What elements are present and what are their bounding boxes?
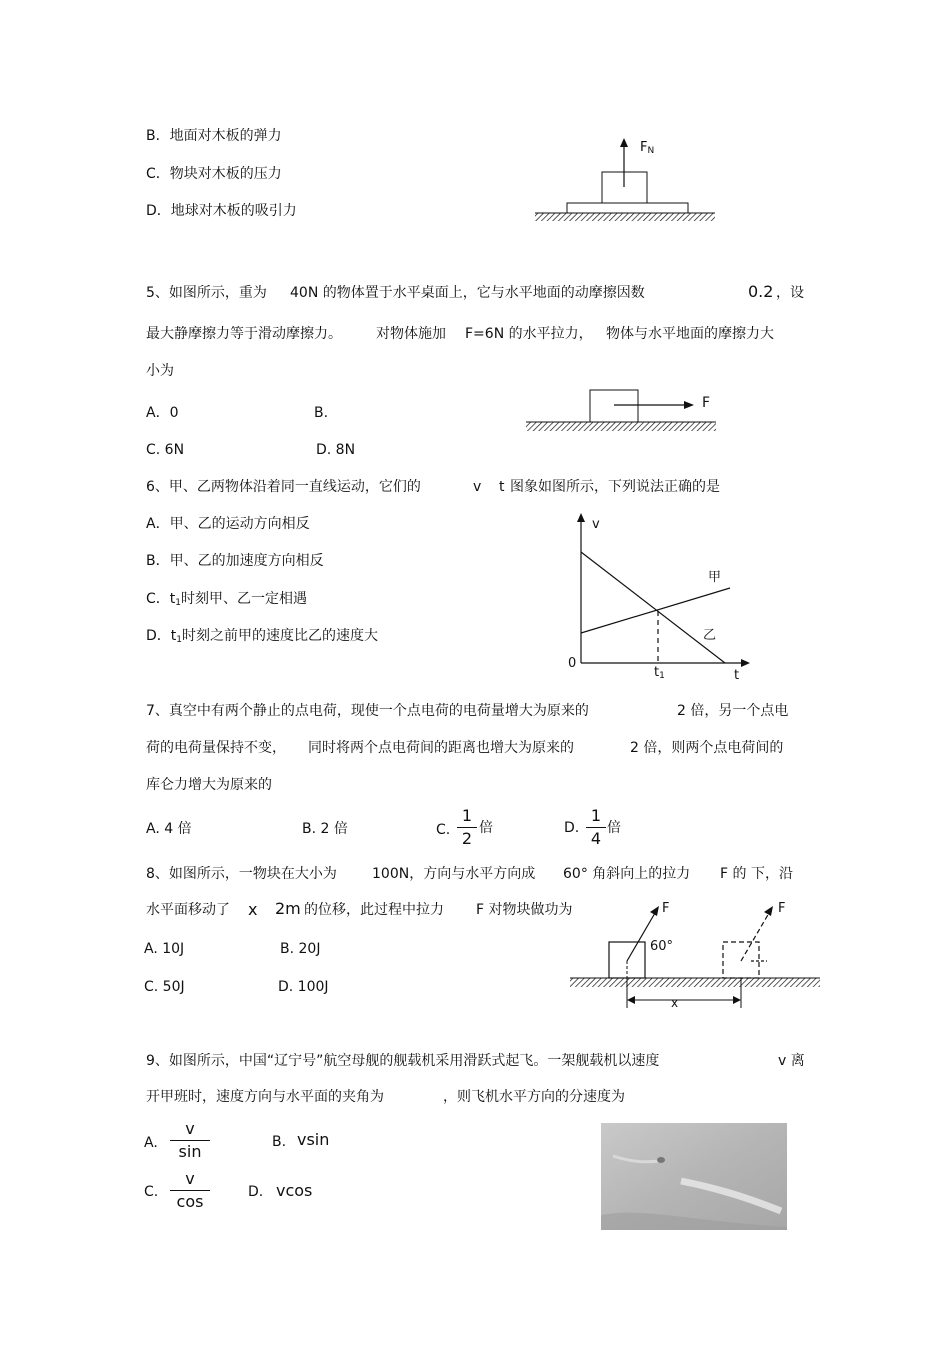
q7-c-numerator: 1 [461, 806, 473, 825]
q6-jia-label: 甲 [708, 570, 722, 585]
q8-line2-m: 2m [275, 899, 301, 918]
q5-line2-d: 物体与水平地面的摩擦力大 [606, 326, 774, 342]
q5-line3: 小为 [146, 363, 174, 379]
q6-line-yi [581, 552, 725, 663]
q5-option-d: D. 8N [316, 442, 356, 458]
q7-option-d-label: D. [564, 820, 580, 836]
q4-option-c: C．物块对木板的压力 [146, 166, 282, 182]
q5-line1-a: 5、如图所示，重为 [146, 285, 267, 301]
q5-line1-b: 40N 的物体置于水平桌面上，它与水平地面的动摩擦因数 [290, 285, 645, 301]
q6-vt-graph [560, 508, 760, 678]
q8-line1-b: 100N，方向与水平方向成 [372, 866, 536, 882]
q6-stem-a: 6、甲、乙两物体沿着同一直线运动，它们的 [146, 479, 421, 495]
q8-force-label-start: F [662, 901, 670, 916]
q9-option-d-label: D. [248, 1184, 264, 1200]
q5-option-c: C. 6N [146, 442, 185, 458]
q9-photo-aircraft [657, 1157, 665, 1163]
q4-option-b: B．地面对木板的弹力 [146, 128, 282, 144]
q9-option-c-label: C. [144, 1184, 159, 1200]
q5-line2-a: 最大静摩擦力等于滑动摩擦力。 [146, 326, 342, 342]
q9-c-fraction-bar [170, 1190, 210, 1191]
q6-option-c: C．$t_1$时刻甲、乙一定相遇 [146, 591, 307, 608]
q5-line1-d: ，设 [776, 285, 804, 301]
q8-line2-c: F 对物块做功为 [476, 902, 573, 918]
q9-line1-b: v 离 [778, 1053, 805, 1069]
q7-line2-c: 2 倍，则两个点电荷间的 [630, 740, 784, 756]
q5-figure [522, 385, 722, 440]
q4-option-d: D．地球对木板的吸引力 [146, 203, 297, 219]
q7-line3: 库仑力增大为原来的 [146, 777, 272, 793]
q9-option-d-expr: vcos [276, 1181, 313, 1200]
q6-stem-v: v [473, 479, 482, 495]
q9-c-denominator: cos [176, 1192, 204, 1211]
q4-ground-hatch [535, 213, 715, 221]
q6-t-axis-arrow [741, 659, 750, 667]
q8-arrow-head-end [764, 906, 773, 916]
q9-a-denominator: sin [178, 1142, 202, 1161]
q7-line1-b: 2 倍，另一个点电 [677, 703, 789, 719]
q9-line2-b: ，则飞机水平方向的分速度为 [443, 1089, 625, 1105]
q7-d-numerator: 1 [590, 806, 602, 825]
q8-line2-x: x [248, 900, 258, 919]
q8-line2-a: 水平面移动了 [146, 902, 230, 918]
q6-v-axis-arrow [577, 513, 585, 522]
q7-c-denominator: 2 [461, 829, 473, 848]
q5-line2-b: 对物体施加 [376, 326, 446, 342]
q6-yi-label: 乙 [703, 628, 717, 643]
q7-option-c-label: C. [436, 822, 451, 838]
q7-option-c-unit: 倍 [479, 820, 493, 836]
q5-line2-c: F=6N 的水平拉力， [465, 326, 593, 342]
q8-figure [565, 895, 825, 1015]
q8-angle-label: 60° [650, 939, 674, 954]
q9-option-c-fraction [170, 1169, 210, 1212]
q6-axis-v-label: v [592, 517, 600, 532]
q7-line2-a: 荷的电荷量保持不变， [146, 740, 286, 756]
q5-option-b: B. [314, 405, 329, 421]
q9-option-a-fraction [170, 1119, 210, 1162]
q8-force-label-end: F [778, 901, 786, 916]
q8-force-arrow-end [741, 913, 769, 961]
q5-ground-hatch [526, 422, 716, 431]
q6-axis-t-label: t [734, 668, 740, 683]
q7-d-denominator: 4 [590, 829, 602, 848]
q6-origin-label: 0 [568, 656, 577, 671]
q4-figure [530, 130, 730, 230]
q9-c-numerator: v [185, 1169, 195, 1188]
q6-stem-t: t [499, 479, 505, 495]
q8-line1-a: 8、如图所示，一物块在大小为 [146, 866, 337, 882]
q5-arrow-head [684, 401, 694, 409]
q8-option-c: C. 50J [144, 979, 185, 995]
q9-option-a-label: A. [144, 1135, 158, 1151]
q7-option-c-fraction [457, 806, 477, 849]
q6-option-a: A．甲、乙的运动方向相反 [146, 516, 310, 532]
q6-stem-b: 图象如图所示，下列说法正确的是 [510, 479, 720, 495]
q8-arrow-head-start [650, 906, 659, 916]
q7-option-a: A. 4 倍 [146, 821, 192, 837]
q8-ground-hatch [570, 978, 820, 987]
q9-option-b-label: B. [272, 1134, 287, 1150]
q8-disp-head-right [733, 996, 741, 1004]
q4-force-label: $F_N$ [640, 140, 655, 156]
q4-board [567, 203, 688, 213]
q7-option-b: B. 2 倍 [302, 821, 348, 837]
q8-option-b: B. 20J [280, 941, 321, 957]
q9-line2-a: 开甲班时，速度方向与水平面的夹角为 [146, 1089, 384, 1105]
q5-option-a: A．0 [146, 405, 179, 421]
q7-d-fraction-bar [586, 827, 606, 828]
q9-option-b-expr: vsin [297, 1130, 330, 1149]
q7-option-d-fraction [586, 806, 606, 849]
q7-line2-b: 同时将两个点电荷间的距离也增大为原来的 [308, 740, 574, 756]
q8-disp-head-left [627, 996, 635, 1004]
q9-a-fraction-bar [170, 1140, 210, 1141]
q5-block [590, 390, 638, 422]
q6-option-d: D．$t_1$时刻之前甲的速度比乙的速度大 [146, 628, 379, 645]
q4-arrow-head [620, 138, 628, 147]
q8-line2-b: 的位移，此过程中拉力 [304, 902, 444, 918]
q7-line1-a: 7、真空中有两个静止的点电荷，现使一个点电荷的电荷量增大为原来的 [146, 703, 589, 719]
q7-c-fraction-bar [457, 827, 477, 828]
q8-line1-d: F 的 下，沿 [720, 866, 793, 882]
q7-option-d-unit: 倍 [607, 820, 621, 836]
q8-disp-label: x [671, 996, 679, 1010]
q9-line1-a: 9、如图所示，中国“辽宁号”航空母舰的舰载机采用滑跃式起飞。一架舰载机以速度 [146, 1053, 660, 1069]
q9-a-numerator: v [185, 1119, 195, 1138]
q8-option-a: A. 10J [144, 941, 185, 957]
q8-option-d: D. 100J [278, 979, 329, 995]
q5-force-label: F [702, 395, 711, 411]
q6-t1-label: $t_1$ [654, 665, 665, 681]
q6-option-b: B．甲、乙的加速度方向相反 [146, 553, 324, 569]
q5-mu-value: 0.2 [748, 282, 774, 301]
q9-aircraft-photo [601, 1123, 787, 1230]
q8-line1-c: 60° 角斜向上的拉力 [563, 866, 691, 882]
